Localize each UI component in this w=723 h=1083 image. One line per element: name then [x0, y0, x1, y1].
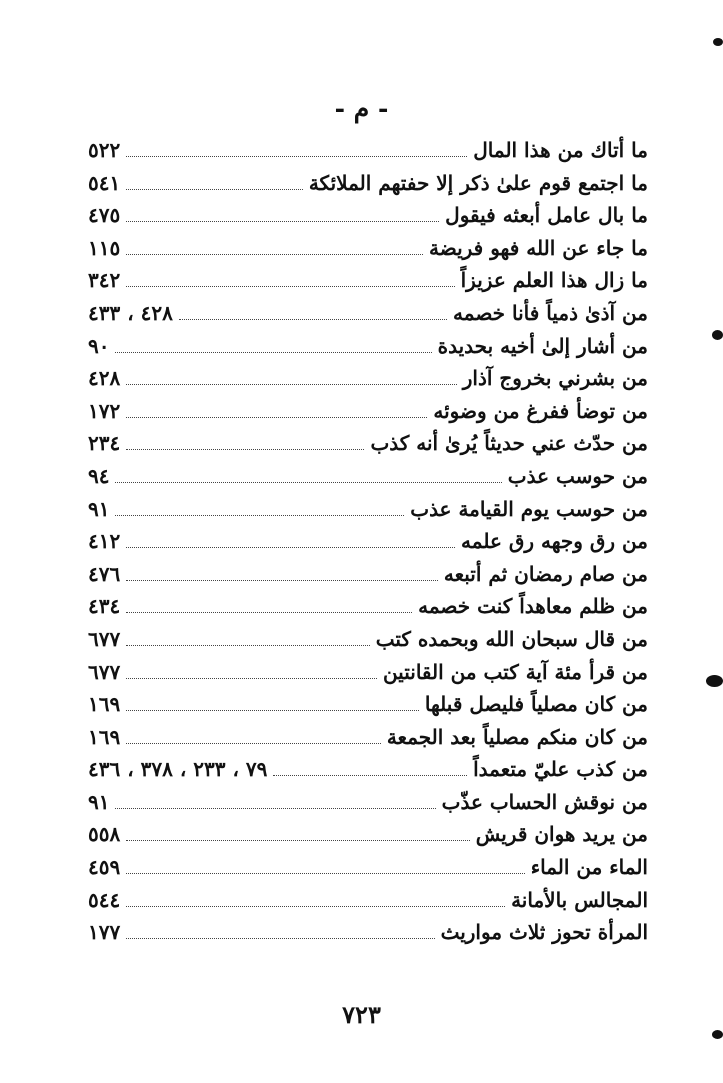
entry-text: ما أتاك من هذا المال: [473, 138, 648, 162]
entry-text: من قال سبحان الله وبحمده كتب: [375, 626, 648, 651]
index-entry: [88, 627, 648, 660]
entry-text: ما زال هذا العلم عزيزاً: [460, 268, 648, 293]
dot-leader: [126, 547, 455, 548]
dot-leader: [126, 286, 454, 287]
scan-edge-mark: [706, 675, 723, 687]
dot-leader: [126, 221, 439, 222]
index-entry: [88, 888, 648, 921]
scan-edge-mark: [712, 330, 723, 340]
dot-leader: [126, 906, 505, 907]
entry-text: من كان منكم مصلياً بعد الجمعة: [386, 724, 648, 749]
entry-text: من يريد هوان قريش: [475, 822, 648, 847]
entry-pages: ٧٩ ، ٢٣٣ ، ٣٧٨ ، ٤٣٦: [88, 757, 268, 782]
index-entry: [88, 236, 648, 269]
index-entry: [88, 399, 648, 432]
dot-leader: [115, 482, 501, 483]
index-entry: [88, 497, 648, 530]
entry-pages: ٩١: [88, 789, 110, 814]
entry-text: من نوقش الحساب عذّب: [441, 789, 648, 814]
index-entry: [88, 822, 648, 855]
entry-text: من حوسب عذب: [507, 463, 648, 488]
entry-text: من حوسب يوم القيامة عذب: [410, 496, 648, 521]
index-entry: [88, 366, 648, 399]
entry-text: ما جاء عن الله فهو فريضة: [429, 235, 648, 260]
index-entry: [88, 790, 648, 823]
index-entry: [88, 171, 648, 204]
entry-text: ما بال عامل أبعثه فيقول: [445, 203, 648, 228]
index-entry: [88, 431, 648, 464]
dot-leader: [115, 352, 431, 353]
entry-pages: ٥٥٨: [88, 822, 121, 847]
index-entry: [88, 203, 648, 236]
entry-text: من صام رمضان ثم أتبعه: [443, 561, 648, 586]
entry-text: من أشار إلىٰ أخيه بحديدة: [437, 333, 648, 358]
dot-leader: [126, 873, 524, 874]
dot-leader: [126, 417, 427, 418]
index-entry: [88, 757, 648, 790]
entry-pages: ١٧٢: [88, 398, 121, 423]
index-entry: [88, 529, 648, 562]
entry-pages: ٤٣٤: [88, 594, 121, 619]
entry-pages: ٦٧٧: [88, 659, 121, 684]
dot-leader: [126, 645, 369, 646]
entry-pages: ١٦٩: [88, 692, 121, 717]
index-entry: [88, 920, 648, 953]
entry-pages: ١٧٧: [88, 920, 121, 945]
index-entry: [88, 562, 648, 595]
entry-pages: ١١٥: [88, 235, 121, 260]
page-number: ٧٢٣: [342, 1000, 381, 1029]
entry-text: المجالس بالأمانة: [511, 887, 648, 912]
entry-text: من قرأ مئة آية كتب من القانتين: [382, 659, 648, 684]
index-entry: [88, 594, 648, 627]
entry-text: من ظلم معاهداً كنت خصمه: [418, 594, 648, 619]
entry-text: من توضأ ففرغ من وضوئه: [433, 398, 648, 423]
index-entry: [88, 334, 648, 367]
dot-leader: [126, 678, 377, 679]
entry-text: المرأة تحوز ثلاث مواريث: [440, 920, 648, 945]
dot-leader: [115, 515, 404, 516]
entry-pages: ٤٧٥: [88, 203, 121, 228]
dot-leader: [126, 384, 457, 385]
entry-pages: ٩٤: [88, 463, 110, 488]
entry-pages: ٣٤٢: [88, 268, 121, 293]
index-entry: [88, 464, 648, 497]
entry-pages: ٤١٢: [88, 529, 121, 554]
scan-edge-mark: [713, 38, 723, 46]
entry-pages: ٩١: [88, 496, 110, 521]
dot-leader: [126, 254, 423, 255]
entry-pages: ٥٢٢: [88, 138, 121, 162]
entry-pages: ٦٧٧: [88, 626, 121, 651]
page-header-marker: - م -: [334, 94, 389, 123]
entry-text: من كان مصلياً فليصل قبلها: [424, 692, 648, 717]
entry-pages: ٤٢٨: [88, 366, 121, 391]
entry-pages: ٤٥٩: [88, 855, 121, 880]
index-entry: [88, 301, 648, 334]
index-entry: [88, 660, 648, 693]
entry-text: من حدّث عني حديثاً يُرىٰ أنه كذب: [370, 431, 648, 456]
entry-pages: ١٦٩: [88, 724, 121, 749]
entry-pages: ٤٢٨ ، ٤٣٣: [88, 300, 173, 325]
dot-leader: [273, 775, 467, 776]
entry-text: من بشرني بخروج آذار: [462, 366, 648, 391]
entry-text: الماء من الماء: [530, 855, 648, 880]
dot-leader: [179, 319, 447, 320]
scan-edge-mark: [712, 1030, 723, 1039]
dot-leader: [126, 612, 412, 613]
index-entry: [88, 268, 648, 301]
entry-pages: ٤٧٦: [88, 561, 121, 586]
index-entry: [88, 725, 648, 758]
entry-text: ما اجتمع قوم علىٰ ذكر إلا حفتهم الملائكة: [308, 170, 648, 195]
entry-text: من رق وجهه رق علمه: [461, 529, 648, 554]
entry-text: من آذىٰ ذمياً فأنا خصمه: [453, 300, 648, 325]
entry-pages: ٥٤٤: [88, 887, 121, 912]
index-list: [88, 138, 648, 953]
index-entry: [88, 692, 648, 725]
dot-leader: [126, 938, 434, 939]
entry-text: من كذب عليّ متعمداً: [473, 757, 648, 782]
index-entry: [88, 138, 648, 171]
dot-leader: [126, 449, 364, 450]
dot-leader: [115, 808, 435, 809]
dot-leader: [126, 743, 381, 744]
dot-leader: [126, 156, 467, 157]
entry-pages: ٢٣٤: [88, 431, 121, 456]
dot-leader: [126, 580, 438, 581]
index-entry: [88, 855, 648, 888]
dot-leader: [126, 840, 469, 841]
entry-pages: ٩٠: [88, 333, 110, 358]
entry-pages: ٥٤١: [88, 170, 121, 195]
dot-leader: [126, 710, 419, 711]
dot-leader: [126, 189, 303, 190]
